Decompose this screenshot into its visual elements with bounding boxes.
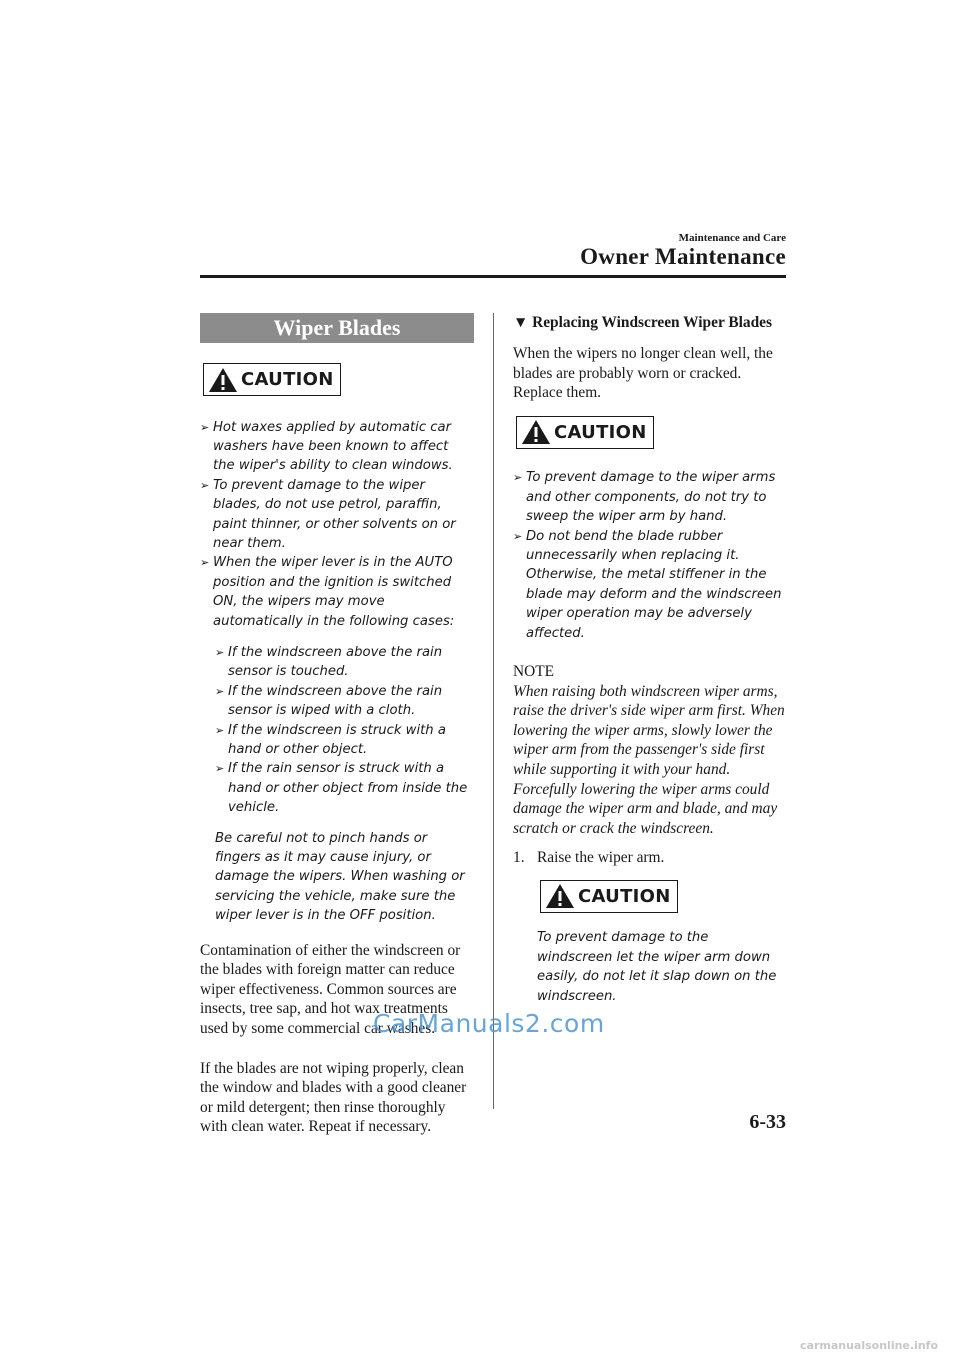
intro-paragraph: When the wipers no longer clean well, the blades are probably worn or cracked. Replace them. <box>513 345 773 402</box>
arrow-bullet-icon: ➢ <box>215 762 225 776</box>
section-banner-wiper-blades: Wiper Blades <box>200 313 474 343</box>
arrow-bullet-icon: ➢ <box>200 556 210 570</box>
step-1 <box>513 848 786 868</box>
paragraph-contamination: Contamination of either the windscreen or the blades with foreign matter can reduce wiper effectiveness. Common sources are insects, tree sap, and hot wax treatments used by some commercial car washes. <box>200 941 461 1038</box>
caution-list <box>200 418 474 631</box>
arrow-bullet-icon: ➢ <box>200 420 210 434</box>
caution-list <box>513 468 786 643</box>
caution-label: CAUTION <box>554 421 647 443</box>
arrow-bullet-icon: ➢ <box>215 645 225 659</box>
caution-item: ➢ To prevent damage to the wiper arms and other components, do not try to sweep the wiper arm by hand. <box>513 470 776 525</box>
warning-triangle-icon <box>208 367 238 393</box>
caution-label: CAUTION <box>241 369 334 390</box>
case-item: ➢ If the rain sensor is struck with a hand or other object from inside the vehicle. <box>215 761 468 816</box>
note-label: NOTE <box>513 662 555 680</box>
arrow-bullet-icon: ➢ <box>215 723 225 737</box>
caution-box <box>540 880 678 913</box>
careful-note: Be careful not to pinch hands or fingers as it may cause injury, or damage the wipers. When washing or servicing the vehicle, make sure the wiper lever is in the OFF position. <box>215 830 465 924</box>
warning-triangle-icon <box>545 883 575 909</box>
warning-triangle-icon <box>521 419 551 445</box>
caution-item: ➢ Hot waxes applied by automatic car washers have been known to affect the wiper's ability to clean windows. <box>200 419 453 474</box>
case-item: ➢ If the windscreen above the rain sensor is wiped with a cloth. <box>215 683 443 719</box>
triangle-down-icon: ▼ <box>513 314 529 331</box>
case-item: ➢ If the windscreen above the rain sensor is touched. <box>215 644 443 680</box>
subheading-text: Replacing Windscreen Wiper Blades <box>532 314 772 331</box>
caution-box <box>516 416 654 449</box>
arrow-bullet-icon: ➢ <box>513 529 523 543</box>
right-column <box>513 313 786 1006</box>
caution-item: ➢ Do not bend the blade rubber unnecessarily when replacing it. Otherwise, the metal stiffener in the blade may deform and the windscreen wiper operation may be adversely affected. <box>513 528 782 641</box>
header-chapter-title: Owner Maintenance <box>580 244 786 269</box>
header-section-label: Maintenance and Care <box>678 232 786 244</box>
caution-item: ➢ To prevent damage to the wiper blades, do not use petrol, paraffin, paint thinner, or other solvents on or near them. <box>200 477 456 551</box>
arrow-bullet-icon: ➢ <box>513 471 523 485</box>
case-list <box>215 643 474 818</box>
caution-header <box>516 416 786 451</box>
header-rule <box>200 275 786 278</box>
subheading <box>513 313 786 333</box>
caution-label: CAUTION <box>578 885 671 907</box>
watermark: CarManuals2.com <box>373 1009 605 1038</box>
step-caution-text: To prevent damage to the windscreen let the wiper arm down easily, do not let it slap down on the windscreen. <box>537 930 777 1004</box>
note-text: When raising both windscreen wiper arms, raise the driver's side wiper arm first. When lowering the wiper arms, slowly lower the wiper arm from the passenger's side first while supporting it with your hand. Forcefully lowering the wiper arms could damage the wiper arm and blade, and may scratch or crack the windscreen. <box>513 682 785 837</box>
caution-header <box>203 363 474 398</box>
caution-box <box>203 363 341 396</box>
paragraph-cleaning: If the blades are not wiping properly, clean the window and blades with a good cleaner or mild detergent; then rinse thoroughly with clean water. Repeat if necessary. <box>200 1059 467 1136</box>
step-text: Raise the wiper arm. <box>537 849 665 867</box>
caution-item: ➢ When the wiper lever is in the AUTO position and the ignition is switched ON, the wipers may move automatically in the following cases: <box>200 555 455 629</box>
arrow-bullet-icon: ➢ <box>215 684 225 698</box>
step-number: 1. <box>513 849 525 867</box>
step-caution-header <box>540 880 786 915</box>
case-item: ➢ If the windscreen is struck with a hand or other object. <box>215 722 446 757</box>
arrow-bullet-icon: ➢ <box>200 478 210 492</box>
footer-site-link[interactable]: carmanualsonline.info <box>800 1339 938 1352</box>
column-divider <box>493 313 494 1109</box>
page-number: 6-33 <box>749 1111 786 1133</box>
